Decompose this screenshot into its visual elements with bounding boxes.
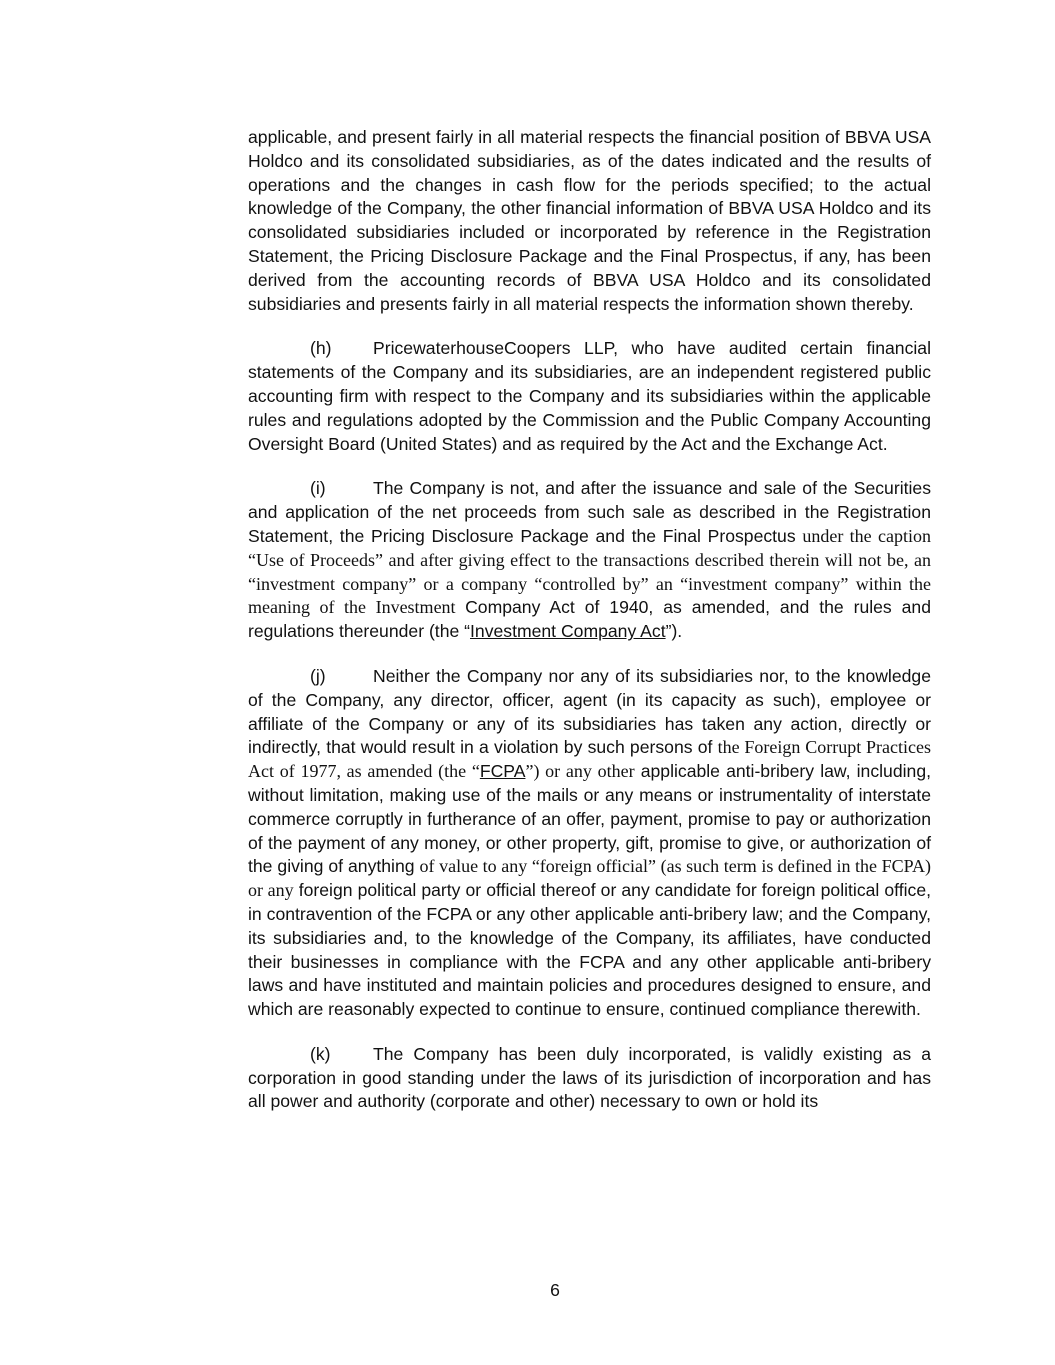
paragraph-text: the Foreign Corrupt Practices Act of 1977, as amended (the “ bbox=[248, 737, 931, 782]
paragraph-i bbox=[248, 477, 931, 644]
defined-term-investment-company-act: Investment Company Act bbox=[470, 621, 666, 642]
paragraph-text: applicable, and present fairly in all material respects the financial position of BBVA USA Holdco and its consolidated subsidiaries, as of the dates indicated and the results of operations and the changes in cash flow for the periods specified; to the actual knowledge of the Company, the other financial information of BBVA USA Holdco and its consolidated subsidiaries included or incorporated by reference in the Registration Statement, the Pricing Disclosure Package and the Final Prospectus, if any, has been derived from the accounting records of BBVA USA Holdco and its consolidated subsidiaries and presents fairly in all material respects the information shown thereby. bbox=[248, 127, 931, 314]
paragraph-text: PricewaterhouseCoopers LLP, who have audited certain financial statements of the Company and its subsidiaries, are an independent registered public accounting firm with respect to the Company and its subsidiaries within the applicable rules and regulations adopted by the Commission and the Public Company Accounting Oversight Board (United States) and as required by the Act and the Exchange Act. bbox=[248, 338, 931, 454]
paragraph-text: ”) or any other bbox=[525, 761, 635, 782]
defined-term-fcpa: FCPA bbox=[479, 761, 526, 782]
paragraph-text: of value to any “foreign official” (as such term is defined in the FCPA) or any bbox=[248, 856, 931, 901]
paragraph-text: ”). bbox=[665, 621, 683, 642]
paragraph-h bbox=[248, 337, 931, 456]
paragraph-number: (k) bbox=[310, 1043, 331, 1064]
paragraph-j bbox=[248, 665, 931, 1022]
paragraph-number: (h) bbox=[310, 338, 332, 359]
paragraph-number: (i) bbox=[310, 478, 326, 499]
paragraph-g-continued bbox=[248, 126, 931, 316]
paragraph-text: applicable anti-bribery law, including, without limitation, making use of the mails or any means or instrumentality of interstate commerce corruptly in furtherance of an offer, payment, promise to pay or authorization of the payment of any money, or other property, gift, promise to give, or authorization of the giving of anything bbox=[248, 761, 931, 877]
paragraph-text: under the caption “Use of Proceeds” and after giving effect to the transactions described therein will not be, an “investment company” or a company “controlled by” an “investment company” within the meaning of the Investment bbox=[248, 525, 931, 618]
paragraph-text: The Company is not, and after the issuance and sale of the Securities and application of the net proceeds from such sale as described in the Registration Statement, the Pricing Disclosure Package and the Final Prospectus bbox=[248, 478, 931, 546]
paragraph-text: Company Act of 1940, as amended, and the rules and regulations thereunder (the “ bbox=[248, 597, 931, 642]
document-body bbox=[248, 126, 931, 1135]
paragraph-text: foreign political party or official thereof or any candidate for foreign political office, in contravention of the FCPA or any other applicable anti-bribery law; and the Company, its subsidiaries and, to the knowledge of the Company, its affiliates, have conducted their businesses in compliance with the FCPA and any other applicable anti-bribery laws and have instituted and maintain policies and procedures designed to ensure, and which are reasonably expected to continue to ensure, continued compliance therewith. bbox=[248, 880, 931, 1020]
paragraph-text: The Company has been duly incorporated, is validly existing as a corporation in good standing under the laws of its jurisdiction of incorporation and has all power and authority (corporate and other) necessary to own or hold its bbox=[248, 1043, 931, 1112]
paragraph-k bbox=[248, 1043, 931, 1114]
page-number: 6 bbox=[550, 1280, 560, 1300]
paragraph-number: (j) bbox=[310, 665, 326, 686]
paragraph-text: Neither the Company nor any of its subsidiaries nor, to the knowledge of the Company, any director, officer, agent (in its capacity as such), employee or affiliate of the Company or any of its subsidiaries has taken any action, directly or indirectly, that would result in a violation by such persons of bbox=[248, 665, 931, 758]
